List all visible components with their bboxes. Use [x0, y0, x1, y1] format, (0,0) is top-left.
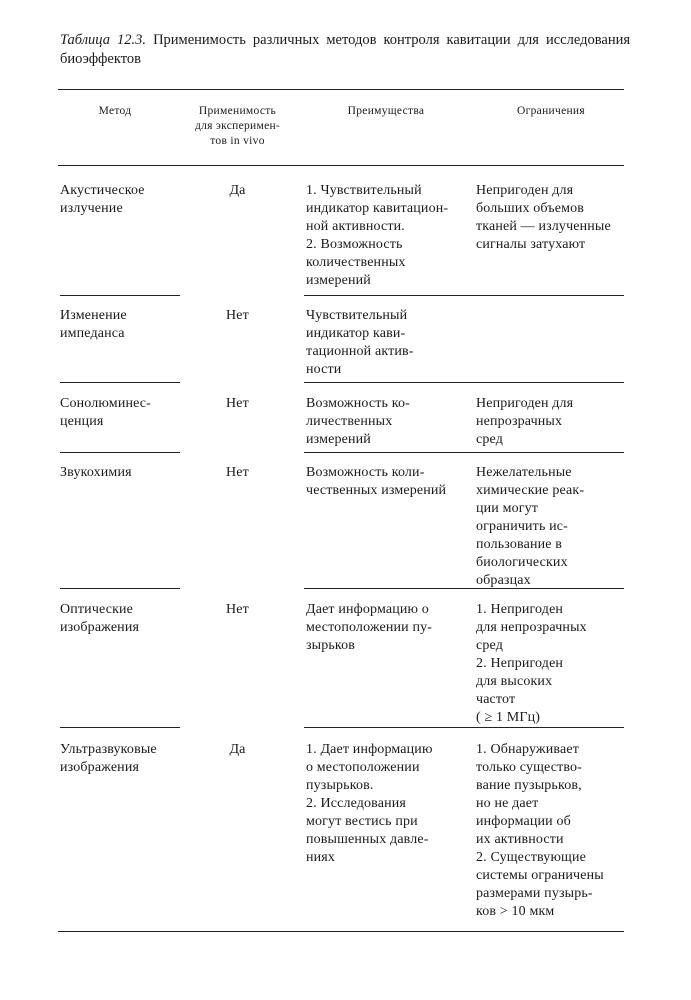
row-6-limitations: 1. Обнаруживает только существо- вание пузырьков, но не дает информации об их активности 2. Существующие системы ограничены размерами пузырь- ков > 10 мкм: [476, 742, 604, 919]
row-6-advantages: 1. Дает информацию о местоположении пузырьков. 2. Исследования могут вестись при повышенных давле- ниях: [306, 742, 433, 865]
row-1-limitations: Непригоден для больших объемов тканей — излученные сигналы затухают: [476, 183, 611, 252]
header-applicability: Применимость для эксперимен- тов in vivo: [194, 105, 281, 147]
row-1-method: Акустическое излучение: [60, 183, 145, 216]
caption-text: Применимость различных методов контроля кавитации для исследования биоэффектов: [60, 32, 631, 67]
row-3-limitations: Непригоден для непрозрачных сред: [476, 396, 574, 447]
header-limitations: Ограничения: [517, 105, 585, 117]
caption-label: Таблица 12.3.: [60, 32, 147, 48]
row-1-right-rule: [304, 295, 624, 296]
row-2-applicability: Нет: [226, 308, 249, 323]
row-6-method: Ультразвуковые изображения: [60, 742, 157, 775]
row-4-advantages: Возможность коли- чественных измерений: [306, 465, 447, 498]
row-3-applicability: Нет: [226, 396, 249, 411]
row-3-method: Сонолюминес- ценция: [60, 396, 151, 429]
row-2-method: Изменение импеданса: [60, 308, 127, 341]
row-6-applicability: Да: [229, 742, 246, 757]
table-caption: [60, 31, 630, 69]
row-5-right-rule: [304, 727, 624, 728]
row-4-method-rule: [60, 588, 180, 589]
row-3-advantages: Возможность ко- личественных измерений: [306, 396, 410, 447]
header-advantages: Преимущества: [347, 105, 425, 117]
row-1-method-rule: [60, 295, 180, 296]
row-3-right-rule: [304, 452, 624, 453]
row-4-limitations: Нежелательные химические реак- ции могут ограничить ис- пользование в биологических образцах: [476, 465, 585, 588]
row-2-right-rule: [304, 382, 624, 383]
row-4-applicability: Нет: [226, 465, 249, 480]
row-1-applicability: Да: [229, 183, 246, 198]
row-1-advantages: 1. Чувствительный индикатор кавитацион- ной активности. 2. Возможность количественных измерений: [306, 183, 449, 288]
header-method: Метод: [98, 105, 132, 117]
table-bottom-rule: [58, 931, 624, 932]
table-top-rule: [58, 89, 624, 90]
row-2-advantages: Чувствительный индикатор кави- тационной актив- ности: [306, 308, 414, 377]
row-5-method-rule: [60, 727, 180, 728]
row-2-method-rule: [60, 382, 180, 383]
row-5-applicability: Нет: [226, 602, 249, 617]
row-5-limitations: 1. Непригоден для непрозрачных сред 2. Непригоден для высоких частот ( ≥ 1 МГц): [476, 602, 587, 725]
row-4-method: Звукохимия: [60, 465, 132, 480]
row-4-right-rule: [304, 588, 624, 589]
row-5-advantages: Дает информацию о местоположении пу- зырьков: [306, 602, 433, 653]
row-5-method: Оптические изображения: [60, 602, 140, 635]
row-3-method-rule: [60, 452, 180, 453]
header-bottom-rule: [58, 165, 624, 166]
